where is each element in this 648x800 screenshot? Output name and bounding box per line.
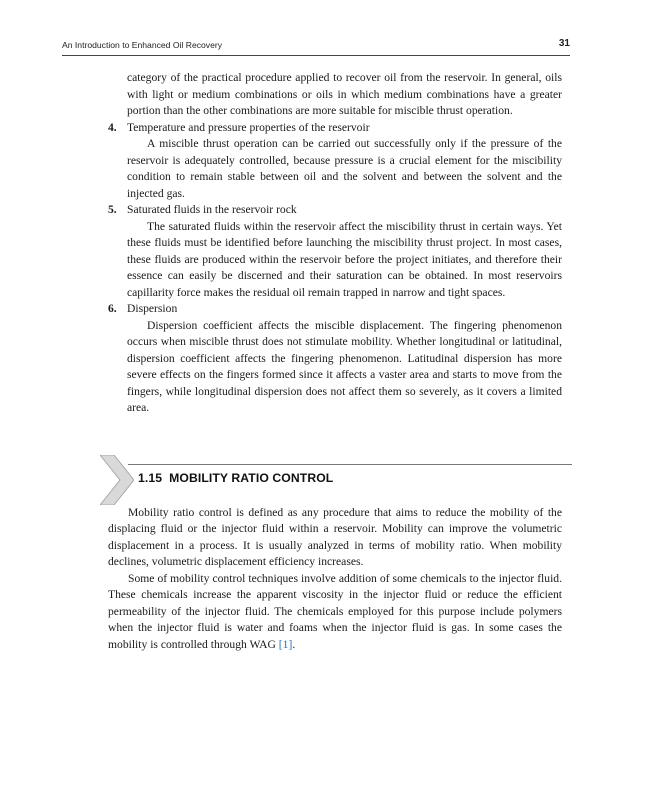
section-paragraph-2-text: Some of mobility control techniques involve addition of some chemicals to the injector fluid. These chemicals increase the apparent viscosity in the injector fluid or reduce the efficient permeability of the injector fluid. The chemicals employed for this purpose include polymers when the injector fluid is water and foams when the injector fluid is gas. In some cases the mobility is controlled through WAG (108, 571, 562, 651)
section-heading (100, 455, 562, 505)
section-paragraph-1: Mobility ratio control is defined as any procedure that aims to reduce the mobility of the displacing fluid or the injector fluid within a reservoir. Mobility can improve the volumetric displacement in a process. It is usually analyzed in terms of mobility ratio. When mobility declines, volumetric displacement efficiency increases. (108, 505, 562, 568)
list-item-text: Dispersion coefficient affects the miscible displacement. The fingering phenomenon occurs when miscible thrust does not stimulate mobility. Whether longitudinal or latitudinal, dispersion coefficient affects the fingering phenomenon. Latitudinal dispersion has more severe effects on the fingers formed since it affects a vaster area and starts to move from the fingers, while longitudinal dispersion does not affect them so severely, as it covers a limited area. (127, 318, 562, 414)
list-item-4 (108, 120, 562, 203)
list-item-number: 5. (108, 203, 117, 216)
header-rule (62, 55, 570, 56)
running-header (62, 38, 570, 54)
list-item-number: 6. (108, 302, 117, 315)
intro-paragraph: category of the practical procedure applied to recover oil from the reservoir. In general, oils with light or medium combinations or oils in which medium combinations have a greater portion than the other combinations are more suitable for miscible thrust operation. (127, 71, 562, 117)
page-number: 31 (558, 38, 570, 49)
list-item-text: A miscible thrust operation can be carried out successfully only if the pressure of the reservoir is adequately controlled, because pressure is a crucial element for the miscibility condition to remain stable between oil and the solvent and between the solvent and the injected gas. (127, 137, 562, 200)
list-item-5 (108, 202, 562, 301)
list-item-text: The saturated fluids within the reservoir affect the miscibility thrust in certain ways. Yet these fluids must be identified before launching the miscibility thrust project. In most cases, these fluids are produced within the reservoir before the project initiates, and therefore their essence can easily be discerned and their saturation can be obtained. In most reservoirs capillarity force makes the residual oil remain trapped in narrow and tight spaces. (127, 219, 562, 299)
section-number: 1.15 (138, 470, 163, 485)
reference-link[interactable]: [1] (278, 637, 293, 651)
list-item-number: 4. (108, 120, 117, 134)
list-item-title: Dispersion (127, 302, 178, 315)
running-title: An Introduction to Enhanced Oil Recovery (62, 40, 223, 50)
section-title (138, 470, 333, 487)
list-item-title: Saturated fluids in the reservoir rock (127, 203, 297, 216)
paragraph-end-punctuation: . (292, 637, 296, 651)
section-rule (128, 464, 572, 465)
chevron-icon (100, 455, 134, 505)
section-paragraph-2 (108, 571, 562, 654)
list-item-6 (108, 301, 562, 417)
page-body (108, 70, 562, 653)
section-title-text: MOBILITY RATIO CONTROL (169, 470, 334, 485)
list-item-title: Temperature and pressure properties of the reservoir (127, 120, 370, 134)
